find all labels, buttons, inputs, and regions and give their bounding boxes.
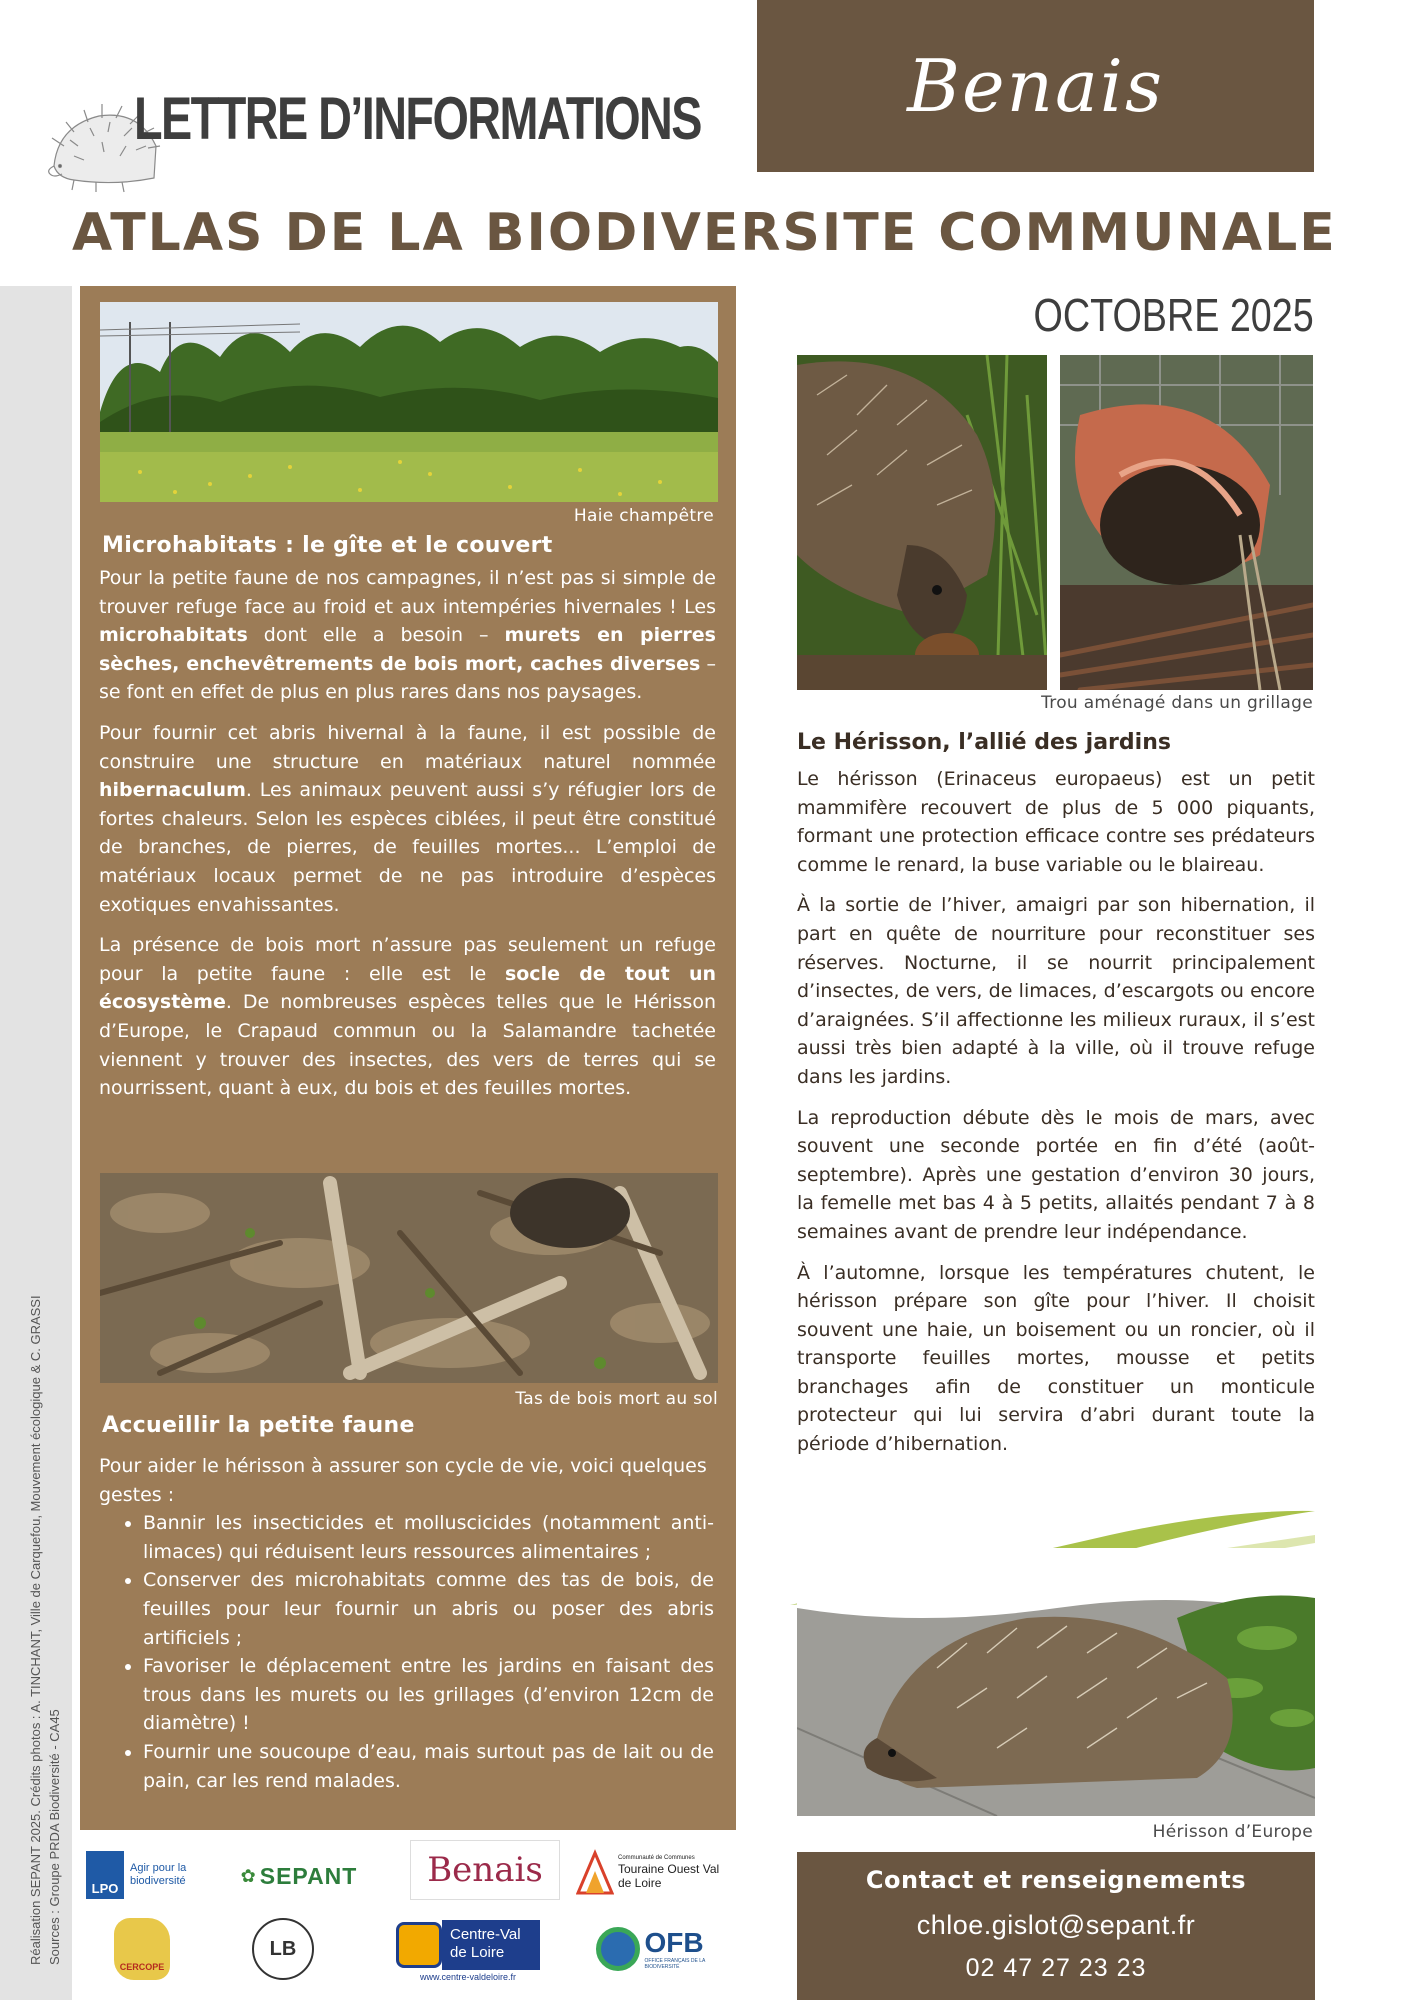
sepant-logo: ✿ SEPANT: [240, 1862, 358, 1889]
hedgerow-caption: Haie champêtre: [573, 506, 714, 526]
issue-date: OCTOBRE 2025: [1033, 289, 1314, 341]
contact-box: [797, 1852, 1315, 2000]
dead-wood-photo: [100, 1173, 718, 1383]
credits-line-1: Réalisation SEPANT 2025. Crédits photos : A. TINCHANT, Ville de Carquefou, Mouvement écologique & C. GRASSI: [28, 1295, 43, 1965]
accueillir-item: • Favoriser le déplacement entre les jardins en faisant des trous dans les murets ou les grillages (d’environ 12cm de diamètre) !: [143, 1652, 714, 1738]
benais-logo: Benais: [410, 1840, 560, 1900]
accueillir-list: [99, 1509, 714, 1795]
hedgehog-caption: Hérisson d’Europe: [1152, 1822, 1313, 1842]
herisson-paragraph: À la sortie de l’hiver, amaigri par son hibernation, il part en quête de nourriture pour reconstituer ses réserves. Nocturne, il se nourrit principalement d’insectes, de vers, de limaces, d’escargots ou encore d’araignées. S’il affectionne les milieux ruraux, il s’est aussi très bien adapté à la ville, où il trouve refuge dans les jardins.: [797, 894, 1315, 1088]
brand-name: Benais: [907, 44, 1164, 128]
microhabitats-paragraph-1: Pour la petite faune de nos campagnes, il n’est pas si simple de trouver refuge face au froid et aux intempéries hivernales ! Les microhabitats dont elle a besoin – murets en pierres sèches, enchevêtrements de bois mort, caches diverses – se font en effet de plus en plus rares dans nos paysages.: [99, 567, 716, 704]
accueillir-item: • Conserver des microhabitats comme des tas de bois, de feuilles pour leur fournir un abris ou poser des abris artificiels ;: [143, 1566, 714, 1652]
herisson-text: [797, 765, 1315, 1471]
credits-line-2: Sources : Groupe PRDA Biodiversité - CA45: [47, 1709, 62, 1965]
accueillir-item: • Fournir une soucoupe d’eau, mais surtout pas de lait ou de pain, car les rend malades.: [143, 1738, 714, 1795]
fence-hole-caption: Trou aménagé dans un grillage: [1041, 693, 1313, 713]
herisson-heading: Le Hérisson, l’allié des jardins: [797, 730, 1171, 755]
dead-wood-caption: Tas de bois mort au sol: [515, 1389, 718, 1409]
lpo-logo: LPO Agir pour la biodiversité: [86, 1846, 212, 1904]
microhabitats-paragraph-3: La présence de bois mort n’assure pas seulement un refuge pour la petite faune : elle est le socle de tout un écosystème. De nombreuses espèces telles que le Hérisson d’Europe, le Crapaud commun ou la Salamandre tachetée viennent y trouver des insectes, des vers de terres qui se nourrissent, quant à eux, du bois et des feuilles mortes.: [99, 934, 716, 1100]
fence-hole-photo: [1060, 355, 1313, 690]
accueillir-intro: Pour aider le hérisson à assurer son cycle de vie, voici quelques gestes :: [99, 1455, 707, 1506]
hedgehog-photo: [797, 1548, 1315, 1816]
cercope-logo: CERCOPE: [112, 1914, 172, 1984]
herisson-paragraph: À l’automne, lorsque les températures chutent, le hérisson prépare son gîte pour l’hiver. Il choisit souvent une haie, un boisement ou un roncier, où il transporte feuilles mortes, mousse et petits branchages afin de constituer un monticule protecteur qui lui servira d’abri durant toute la période d’hibernation.: [797, 1261, 1315, 1456]
contact-title: Contact et renseignements: [865, 1866, 1247, 1894]
microhabitats-paragraph-2: Pour fournir cet abris hivernal à la faune, il est possible de construire une structure en matériaux naturel nommée hibernaculum. Les animaux peuvent aussi s’y réfugier lors de fortes chaleurs. Selon les espèces ciblées, il peut être constitué de branches, de pierres, de feuilles mortes... L’emploi de matériaux locaux permet de ne pas introduire d’espèces exotiques envahissantes.: [99, 721, 716, 916]
hedgerow-photo: [100, 302, 718, 502]
partner-logos: [80, 1836, 736, 2000]
atlas-title: ATLAS DE LA BIODIVERSITE COMMUNALE: [72, 203, 1337, 263]
microhabitats-text: [99, 564, 716, 1115]
brand-banner: [757, 0, 1314, 172]
contact-email-link[interactable]: chloe.gislot@sepant.fr: [916, 1910, 1196, 1940]
herisson-paragraph: La reproduction débute dès le mois de mars, avec souvent une seconde portée en fin d’été (août-septembre). Après une gestation d’environ 30 jours, la femelle met bas 4 à 5 petits, allaités pendant 7 à 8 semaines avant de prendre leur indépendance.: [797, 1106, 1315, 1243]
contact-phone-link[interactable]: 02 47 27 23 23: [965, 1954, 1147, 1982]
accueillir-heading: Accueillir la petite faune: [102, 1413, 415, 1438]
touraine-logo: Communauté de Communes Touraine Ouest Val de Loire: [576, 1842, 732, 1902]
ofb-logo: OFB OFFICE FRANÇAIS DE LA BIODIVERSITÉ: [590, 1918, 720, 1980]
lb-logo: LB: [248, 1916, 318, 1982]
hedgehog-eating-photo: [797, 355, 1047, 690]
photo-credits: [26, 1165, 64, 1965]
newsletter-title: LETTRE D’INFORMATIONS: [134, 85, 701, 152]
accueillir-text: [99, 1452, 714, 1795]
centre-val-de-loire-logo: Centre-Val de Loire www.centre-valdeloire.fr: [388, 1914, 548, 1988]
herisson-paragraph: Le hérisson (Erinaceus europaeus) est un petit mammifère recouvert de plus de 5 000 piquants, formant une protection efficace contre ses prédateurs comme le renard, la buse variable ou le blaireau.: [797, 768, 1315, 876]
accueillir-item: • Bannir les insecticides et molluscicides (notamment anti-limaces) qui réduisent leurs ressources alimentaires ;: [143, 1509, 714, 1566]
microhabitats-heading: Microhabitats : le gîte et le couvert: [102, 533, 553, 558]
